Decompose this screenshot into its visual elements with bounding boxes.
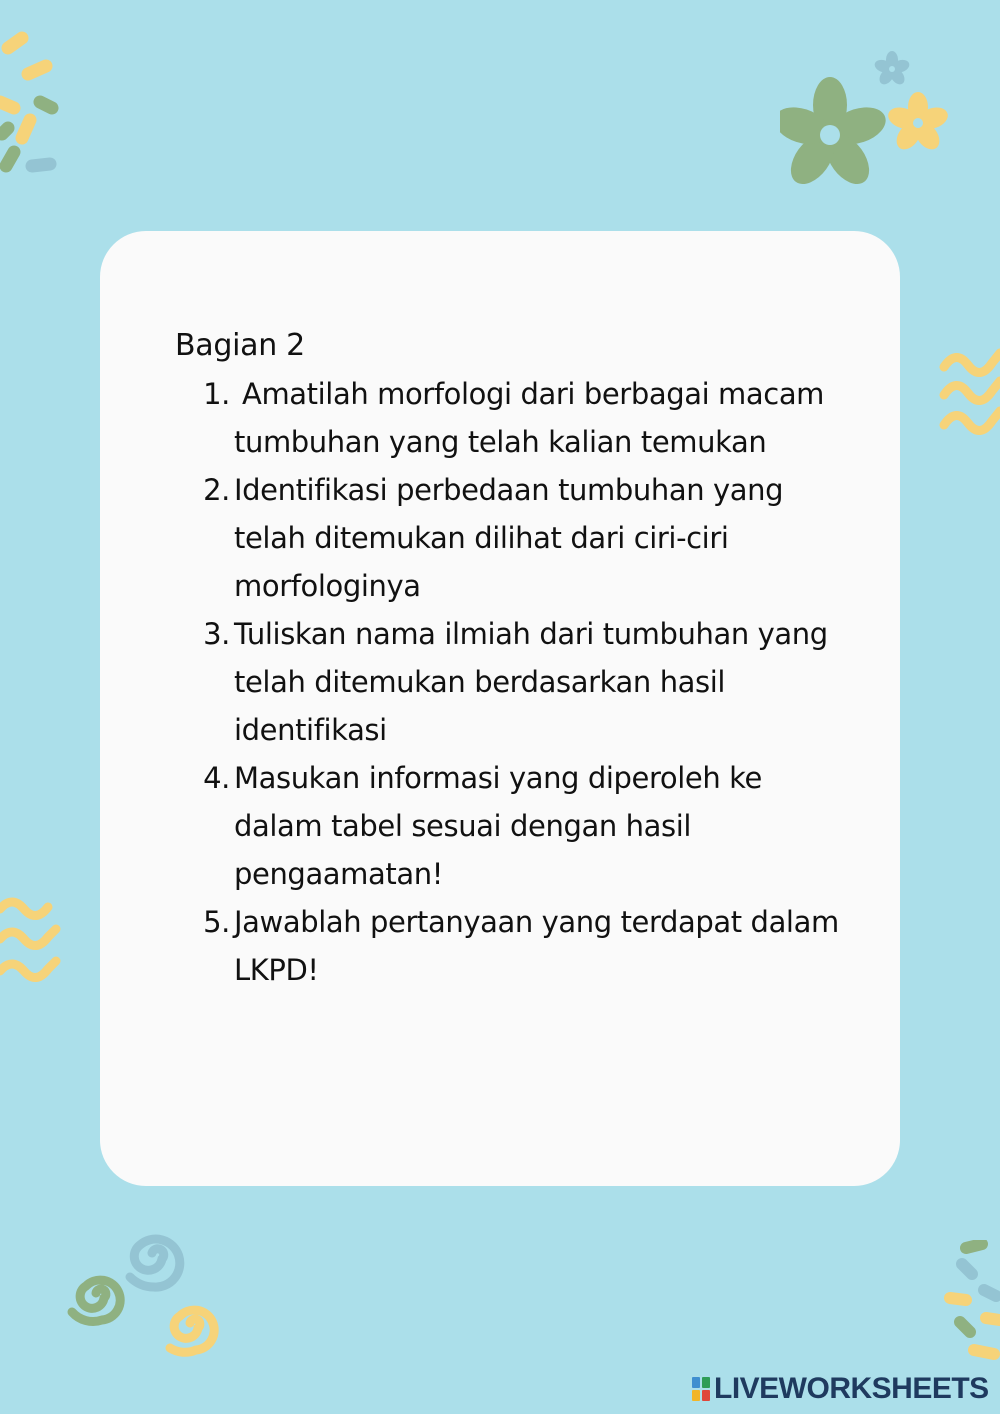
brand-wordmark: LIVEWORKSHEETS [714, 1372, 989, 1405]
step-number: 3. [203, 617, 230, 651]
step-text: Tuliskan nama ilmiah dari tumbuhan yang telah ditemukan berdasarkan hasil identifikasi [234, 617, 828, 747]
instruction-step [200, 370, 840, 466]
step-number: 5. [203, 905, 230, 939]
step-number: 1. [203, 377, 230, 411]
liveworksheets-logo-icon [692, 1377, 710, 1401]
flower-cluster-top-right [780, 45, 960, 195]
step-text: Masukan informasi yang diperoleh ke dalam tabel sesuai dengan hasil pengaamatan! [234, 761, 762, 891]
liveworksheets-logo [692, 1373, 989, 1405]
wavy-squiggles-left [0, 895, 62, 995]
confetti-dashes-top-left [0, 30, 80, 190]
confetti-dashes-bottom-right [940, 1240, 1000, 1380]
step-number: 2. [203, 473, 230, 507]
wavy-squiggles-right [938, 345, 1000, 445]
instruction-step [200, 898, 840, 994]
step-text: Amatilah morfologi dari berbagai macam tumbuhan yang telah kalian temukan [234, 377, 825, 459]
step-number: 4. [203, 761, 230, 795]
instruction-step [200, 466, 840, 610]
step-text: Identifikasi perbedaan tumbuhan yang telah ditemukan dilihat dari ciri-ciri morfologinya [234, 473, 784, 603]
instruction-step [200, 754, 840, 898]
instruction-step [200, 610, 840, 754]
section-heading: Bagian 2 [175, 328, 305, 363]
instruction-list [200, 370, 840, 994]
spiral-swirls-bottom-left [60, 1205, 230, 1365]
step-text: Jawablah pertanyaan yang terdapat dalam LKPD! [234, 905, 839, 987]
